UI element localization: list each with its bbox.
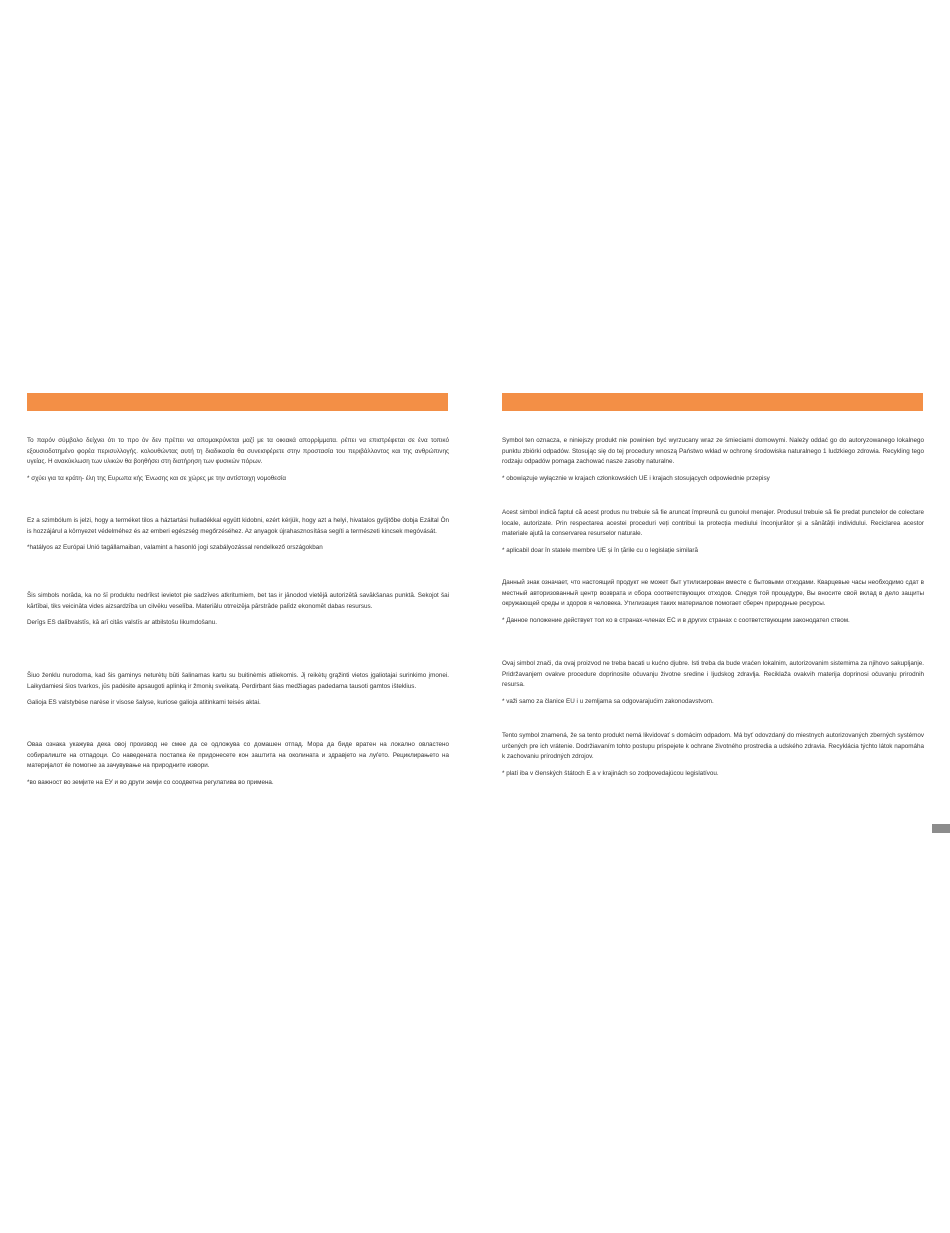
left-header-bar <box>27 393 448 411</box>
block-note: *во важност во земјите на ЕУ и во други земји со соодветна регулатива во примена. <box>27 778 274 786</box>
block-note: * σχύει για τα κράτη- έλη της Ευρωπα κής Ένωσης και σε χώρες με την αντίστοιχη νομοθεσία <box>27 474 287 482</box>
page-edge-tab <box>932 824 950 833</box>
text-block-greek <box>27 436 449 484</box>
text-block-polish <box>502 436 924 484</box>
block-note: *hatályos az Európai Unió tagállamaiban, valamint a hasonló jogi szabályozással rendelkező országokban <box>27 544 323 552</box>
block-text: Symbol ten oznacza, e niniejszy produkt nie powinien być wyrzucany wraz ze śmieciami domowymi. Należy oddać go do autoryzowanego lokalnego punktu zbiórki odpadów. Stosując się do tej procedury wnoszą Państwo wkład w ochronę środowiska naturalnego 1 ludzkiego zdrowia. Recykling tego rodzaju odpadów pomaga zachować nasze zasoby naturalne. <box>502 437 924 466</box>
text-block-lithuanian <box>27 671 449 709</box>
block-text: Данный знак означает, что настоящий продукт не может быт утилизирован вместе с бытовыми отходами. Кварцевые часы необходимо сдат в местный авторизованный центр возврата и сбора соответствующих отходов. Следуя той процедуре, Вы вносите свой вклад в дело защиты окружающей среды и здоров я человека. Утилизация таких материалов помогает сбереч природные ресурсы. <box>502 579 924 608</box>
block-text: Šis simbols norāda, ka no šī produktu nedrīkst ievietot pie sadzīves atkritumiem, bet tas ir jānodod vietējā autorizētā savākšanas punktā. Sekojot šai kārtībai, tiks veicināta vides aizsardzība un cilvēku veselība. Materiālu otrreizēja pārstrāde palīdz ekonomēt dabas resursus. <box>27 592 449 610</box>
block-note: * Данное положение действует тол ко в странах-членах ЕС и в других странах с соответствующим законодател ством. <box>502 616 850 624</box>
block-text: Оваа ознака укажува дека овој производ не смее да се одложува со домашен отпад. Мора да биде вратен на локално овластено собиралиште на отпадоци. Со наведената постапка ќе придонесете кон заштита на околината и здравјето на луѓето. Рециклирањето на материјалот ќе помогне за зачувување на природните извори. <box>27 741 449 770</box>
block-text: Šiuo ženklu nurodoma, kad šis gaminys neturėtų būti šalinamas kartu su buitinėmis atliekomis. Jį reikėtų grąžinti vietos įgaliotajai surinkimo įmonei. Laikydamiesi šios tvarkos, jūs padėsite apsaugoti aplinką ir žmonių sveikatą. Perdirbant šias medžiagas padedama tausoti gamtos išteklius. <box>27 672 449 690</box>
text-block-hungarian <box>27 516 449 554</box>
text-block-macedonian <box>27 740 449 788</box>
block-note: Derīgs ES dalībvalstīs, kā arī citās valstīs ar atbilstošu likumdošanu. <box>27 619 218 627</box>
block-text: Ez a szimbólum is jelzi, hogy a terméket tilos a háztartási hulladékkal együtt kidobni, ezért kérjük, hogy azt a helyi, hivatalos gyűjtőbe dobja Ezáltal Ön is hozzájárul a környezet védelméhez és az emberi egészség megőrzéséhez. Az anyagok újrahasznosítása segíti a természeti kincsek megóvását. <box>27 517 449 535</box>
block-note: * platí iba v členských štátoch E a v krajinách so zodpovedajúcou legislatívou. <box>502 769 719 777</box>
text-block-serbian <box>502 659 924 707</box>
text-block-latvian <box>27 591 449 629</box>
block-text: Acest simbol indică faptul că acest produs nu trebuie să fie aruncat împreună cu gunoiul menajer. Produsul trebuie să fie predat punctelor de colectare locale, autorizate. Prin respectarea acestei proceduri veți contribui la protecția mediului înconjurător și a sănătății individului. Reciclarea acestor materiale ajută la conservarea resurselor naturale. <box>502 509 924 538</box>
block-note: Galioja ES valstybėse narėse ir visose šalyse, kuriose galioja atitinkami teisės aktai. <box>27 699 261 707</box>
right-header-bar <box>502 393 923 411</box>
block-text: Ovaj simbol znači, da ovaj proizvod ne treba bacati u kućno djubre. Isti treba da bude vraćen lokalnim, autorizovanim sistemima za njihovo sakupljanje. Pridržavanjem ovakve procedure doprinosite očuvanju životne sredine i ljudskog zdravlja. Reciklaža ovakvih materija doprinosi očuvanju prirodnih resursa. <box>502 660 924 689</box>
block-note: * važi samo za članice EU i u zemljama sa odgovarajućim zakonodavstvom. <box>502 697 714 705</box>
text-block-russian <box>502 578 924 626</box>
text-block-romanian <box>502 508 924 556</box>
block-note: * aplicabil doar în statele membre UE și în țările cu o legislație similară <box>502 546 698 554</box>
text-block-slovak <box>502 731 924 779</box>
block-note: * obowiązuje wyłącznie w krajach członkowskich UE i krajach stosujących odpowiednie przepisy <box>502 474 770 482</box>
block-text: Το παρόν σύμβολο δείχνει ότι το προ όν δεν πρέπει να απομακρύνεται μαζί με τα οικιακά απορρίμματα. ρέπει να επιστρέφεται σε ένα τοπικό εξουσιοδοτημένο φορέα περισυλλογής. κολουθώντας αυτή τη διαδικασία θα συνεισφέρετε στην προστασία του περιβάλλοντος και της ανθρώπινης υγείας. Η ανακύκλωση των υλικών θα βοηθήσει στη διατήρηση των φυσικών πόρων. <box>27 437 449 466</box>
block-text: Tento symbol znamená, že sa tento produkt nemá likvidovať s domácim odpadom. Má byť odovzdaný do miestnych autorizovaných zberných systémov určených pre ich vrátenie. Dodržiavaním tohto postupu prispejete k ochrane životného prostredia a udského zdravia. Recyklácia týchto látok napomáha k zachovaniu prírodných zdrojov. <box>502 732 924 761</box>
